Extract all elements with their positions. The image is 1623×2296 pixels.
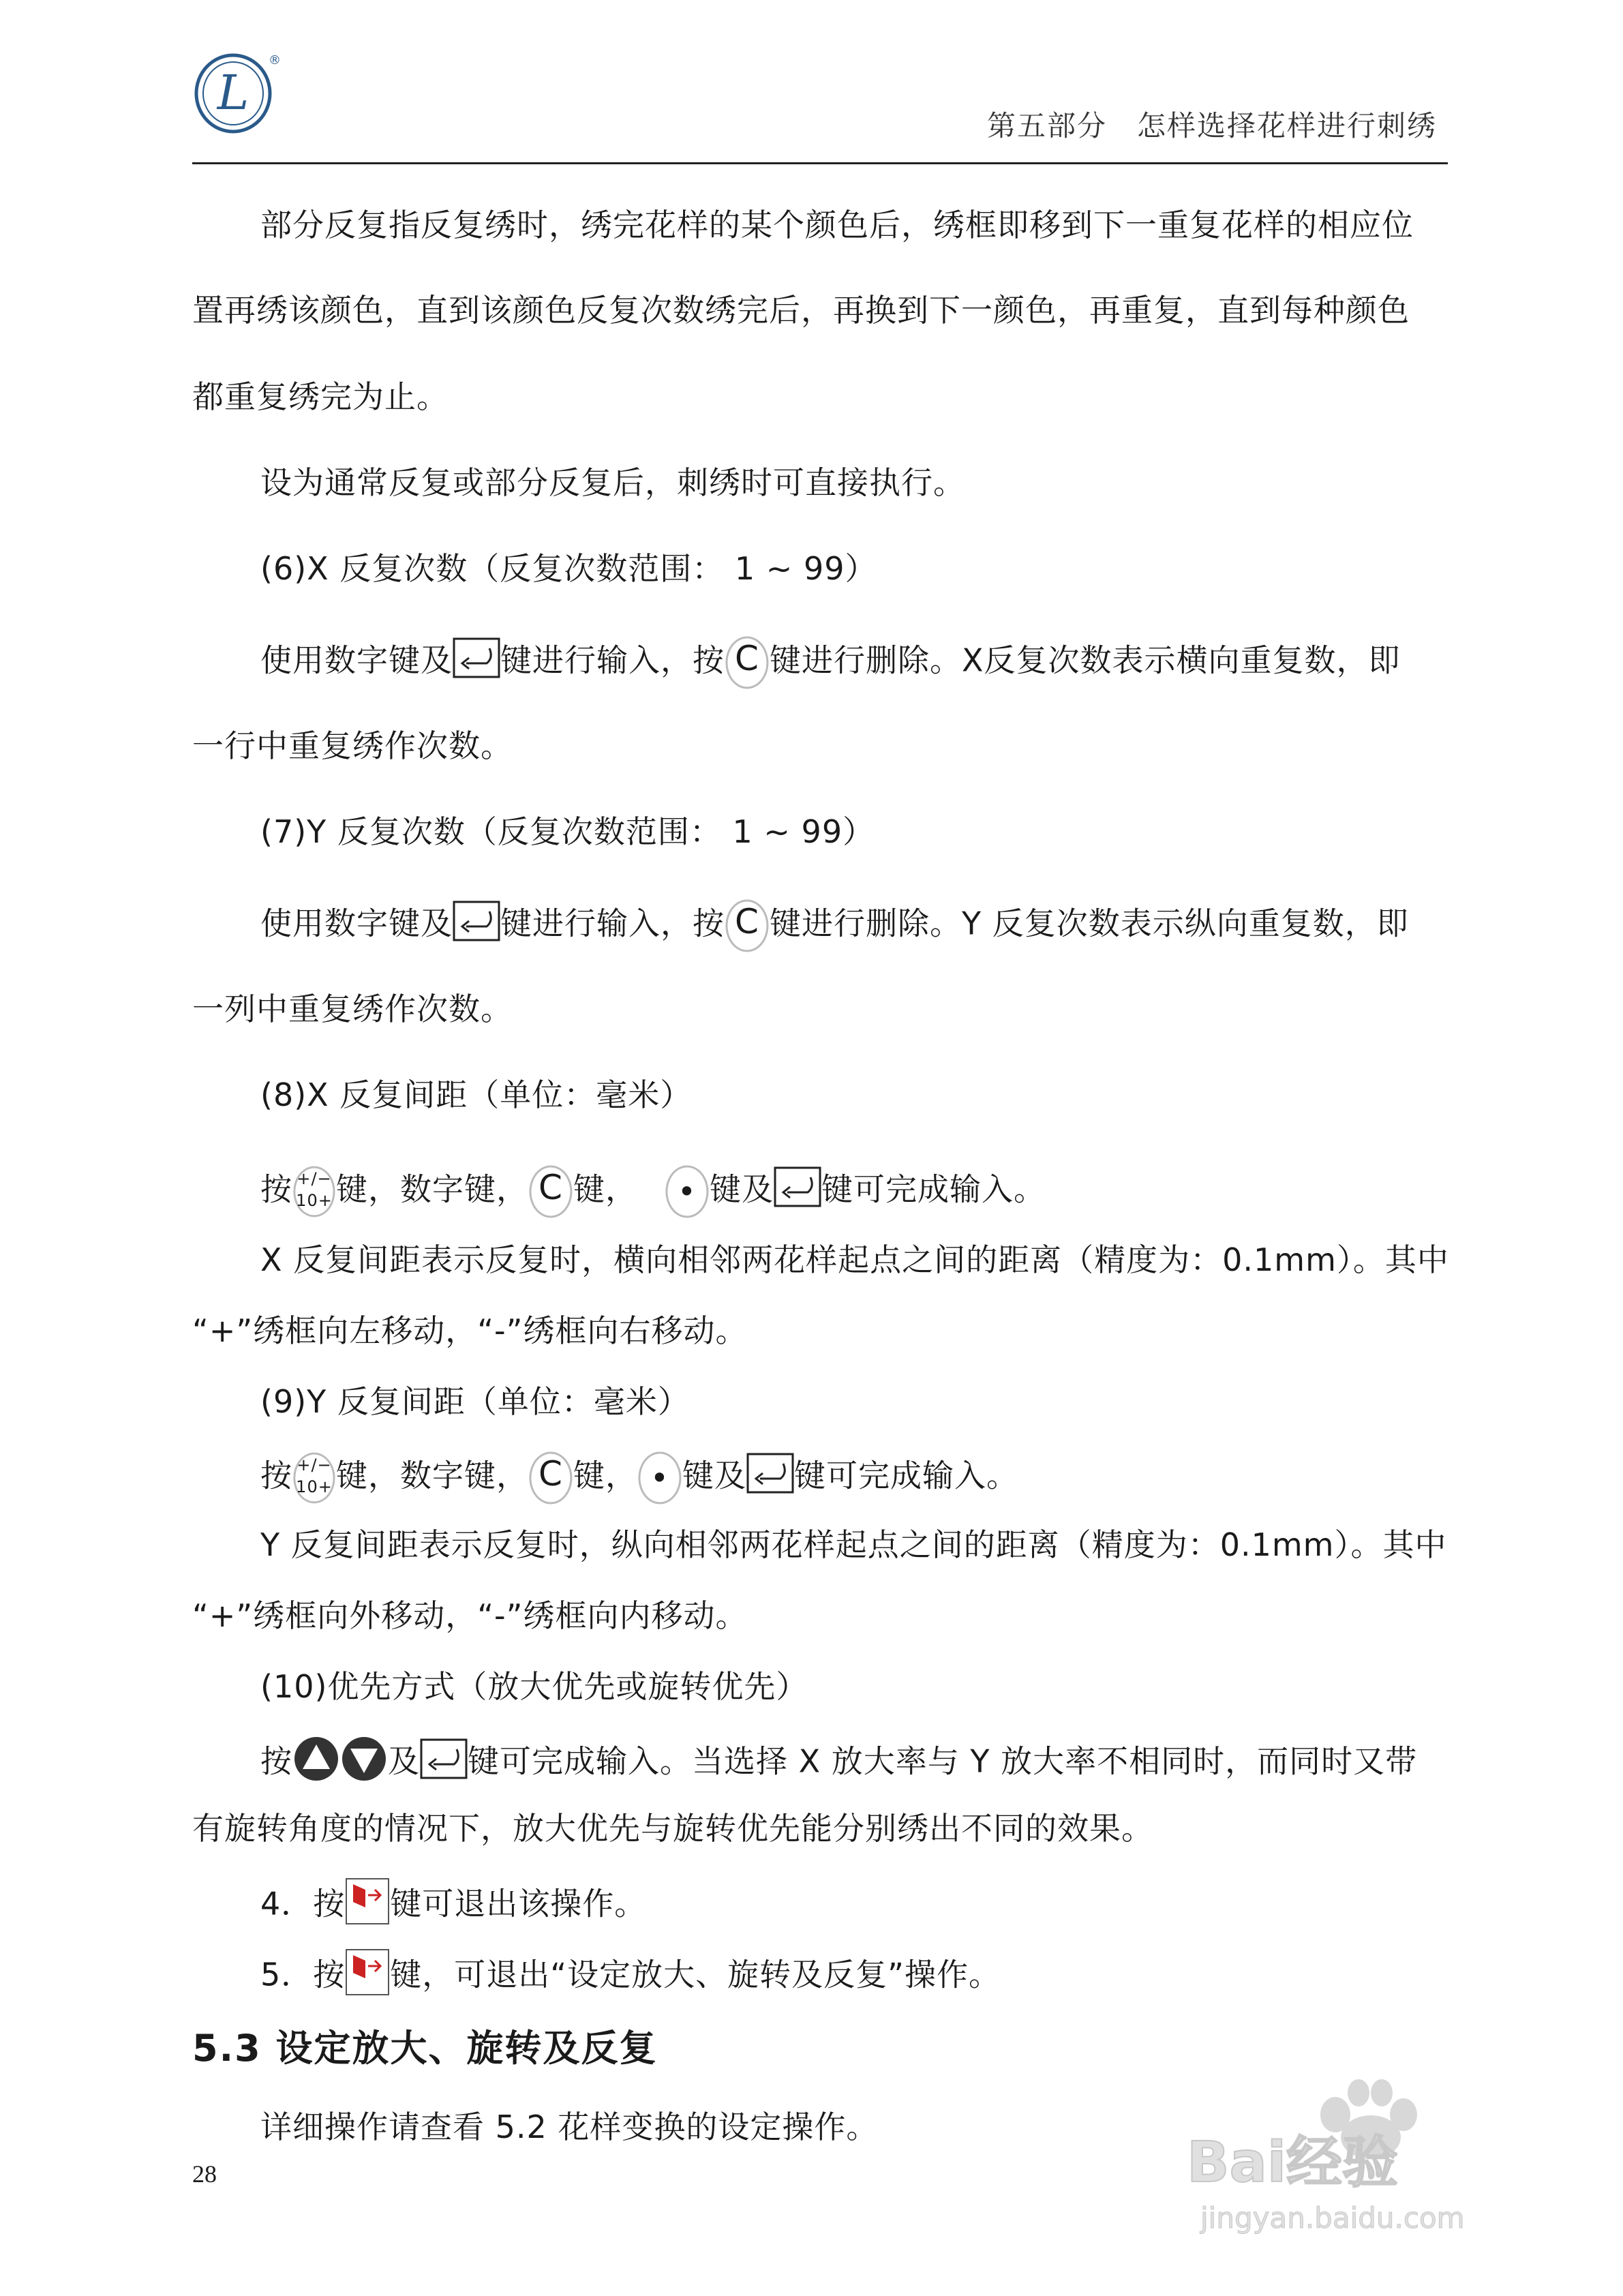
item-7-line-2: 一列中重复绣作次数。 — [192, 991, 513, 1027]
header-section-title: 第五部分 怎样选择花样进行刺绣 — [986, 109, 1437, 142]
item-8-text-e: 键可完成输入。 — [821, 1170, 1046, 1208]
item-10-line-2: 有旋转角度的情况下，放大优先与旋转优先能分别绣出不同的效果。 — [192, 1810, 1153, 1847]
company-logo — [192, 49, 281, 138]
clear-key-icon — [528, 1451, 573, 1505]
enter-key-icon — [420, 1738, 468, 1789]
item-8-text-b: 键，数字键， — [336, 1170, 528, 1208]
clear-key-label: C — [539, 1454, 563, 1494]
esc-key-icon — [345, 1877, 390, 1935]
paragraph-1-line-1: 部分反复指反复绣时，绣完花样的某个颜色后，绣框即移到下一重复花样的相应位 — [260, 207, 1414, 243]
item-9-text-b: 键，数字键， — [336, 1457, 528, 1494]
item-9-desc-line-1: Y 反复间距表示反复时，纵向相邻两花样起点之间的距离（精度为：0.1mm）。其中 — [260, 1526, 1447, 1563]
item-6-text-b: 键进行输入，按 — [500, 641, 725, 679]
item-6-line-2: 一行中重复绣作次数。 — [192, 727, 513, 764]
plus-minus-key-icon — [292, 1451, 336, 1505]
up-arrow-key-icon — [292, 1735, 340, 1792]
item-6-title: (6)X 反复次数（反复次数范围： 1 ~ 99） — [260, 550, 877, 587]
header-rule — [192, 162, 1448, 164]
registered-mark: ® — [269, 53, 281, 67]
dot-key-label: • — [677, 1173, 697, 1210]
watermark-url: jingyan.baidu.com — [1200, 2201, 1465, 2235]
clear-key-icon — [725, 898, 770, 953]
step-5 — [260, 1948, 1001, 2006]
item-7-line-1 — [260, 898, 1409, 953]
enter-key-icon — [746, 1453, 794, 1503]
plus-minus-key-icon — [292, 1164, 336, 1219]
item-9-text-c: 键， — [573, 1457, 637, 1494]
item-6-line-1 — [260, 635, 1401, 690]
enter-key-icon — [453, 901, 500, 951]
item-10-text-b: 及 — [388, 1742, 420, 1780]
item-9-text-e: 键可完成输入。 — [794, 1457, 1018, 1494]
item-9-text-a: 按 — [260, 1457, 292, 1494]
paragraph-1-line-2: 置再绣该颜色，直到该颜色反复次数绣完后，再换到下一颜色，再重复，直到每种颜色 — [192, 292, 1410, 329]
item-10-text-c: 键可完成输入。当选择 X 放大率与 Y 放大率不相同时，而同时又带 — [468, 1742, 1418, 1780]
item-9-text-d: 键及 — [682, 1457, 746, 1494]
item-10-line-1 — [260, 1735, 1417, 1792]
item-7-text-b: 键进行输入，按 — [500, 905, 725, 942]
down-arrow-key-icon — [340, 1735, 388, 1792]
clear-key-label: C — [539, 1168, 563, 1207]
step-5-text-b: 键，可退出“设定放大、旋转及反复”操作。 — [390, 1956, 1001, 1993]
item-8-desc-line-2: “+”绣框向左移动，“-”绣框向右移动。 — [192, 1312, 748, 1349]
item-9-desc-line-2: “+”绣框向外移动，“-”绣框向内移动。 — [192, 1597, 748, 1634]
item-7-text-c: 键进行删除。Y 反复次数表示纵向重复数，即 — [770, 905, 1409, 942]
item-7-title: (7)Y 反复次数（反复次数范围： 1 ~ 99） — [260, 813, 875, 850]
step-5-text-a: 5．按 — [260, 1956, 346, 1993]
item-8-desc-line-1: X 反复间距表示反复时，横向相邻两花样起点之间的距离（精度为：0.1mm）。其中 — [260, 1241, 1449, 1278]
plus-minus-key-top: +/− — [297, 1169, 332, 1188]
item-8-text-d: 键及 — [710, 1170, 774, 1208]
step-4-text-a: 4．按 — [260, 1885, 346, 1922]
esc-key-icon — [345, 1948, 390, 2006]
plus-minus-key-top: +/− — [297, 1455, 332, 1475]
page-number: 28 — [192, 2160, 217, 2188]
dot-key-icon — [637, 1451, 682, 1505]
section-5-3-body: 详细操作请查看 5.2 花样变换的设定操作。 — [260, 2109, 879, 2145]
clear-key-label: C — [735, 902, 759, 941]
item-7-text-a: 使用数字键及 — [260, 905, 453, 942]
item-10-text-a: 按 — [260, 1742, 292, 1780]
item-6-text-a: 使用数字键及 — [260, 641, 453, 679]
plus-minus-key-bottom: 10+ — [296, 1191, 333, 1210]
item-9-title: (9)Y 反复间距（单位：毫米） — [260, 1383, 690, 1420]
paragraph-2: 设为通常反复或部分反复后，刺绣时可直接执行。 — [260, 464, 965, 501]
item-6-text-c: 键进行删除。X反复次数表示横向重复数，即 — [770, 641, 1401, 679]
enter-key-icon — [453, 637, 500, 688]
item-9-line-1 — [260, 1451, 1018, 1505]
clear-key-icon — [528, 1164, 573, 1219]
dot-key-icon — [665, 1164, 710, 1219]
clear-key-icon — [725, 635, 770, 690]
clear-key-label: C — [735, 639, 759, 678]
baidu-watermark — [1173, 2059, 1521, 2243]
step-4-text-b: 键可退出该操作。 — [390, 1885, 647, 1922]
item-8-text-a: 按 — [260, 1170, 292, 1208]
watermark-brand: Bai经验 — [1187, 2130, 1398, 2195]
enter-key-icon — [774, 1166, 821, 1217]
step-4 — [260, 1877, 646, 1935]
plus-minus-key-bottom: 10+ — [296, 1477, 333, 1496]
logo-letter: L — [217, 65, 249, 121]
dot-key-label: • — [650, 1460, 670, 1496]
item-8-title: (8)X 反复间距（单位：毫米） — [260, 1076, 693, 1113]
item-8-text-c: 键， — [573, 1170, 637, 1208]
paragraph-1-line-3: 都重复绣完为止。 — [192, 378, 449, 415]
section-heading-5-3: 5.3 设定放大、旋转及反复 — [192, 2027, 658, 2070]
item-10-title: (10)优先方式（放大优先或旋转优先） — [260, 1668, 808, 1705]
item-8-line-1 — [260, 1164, 1046, 1219]
